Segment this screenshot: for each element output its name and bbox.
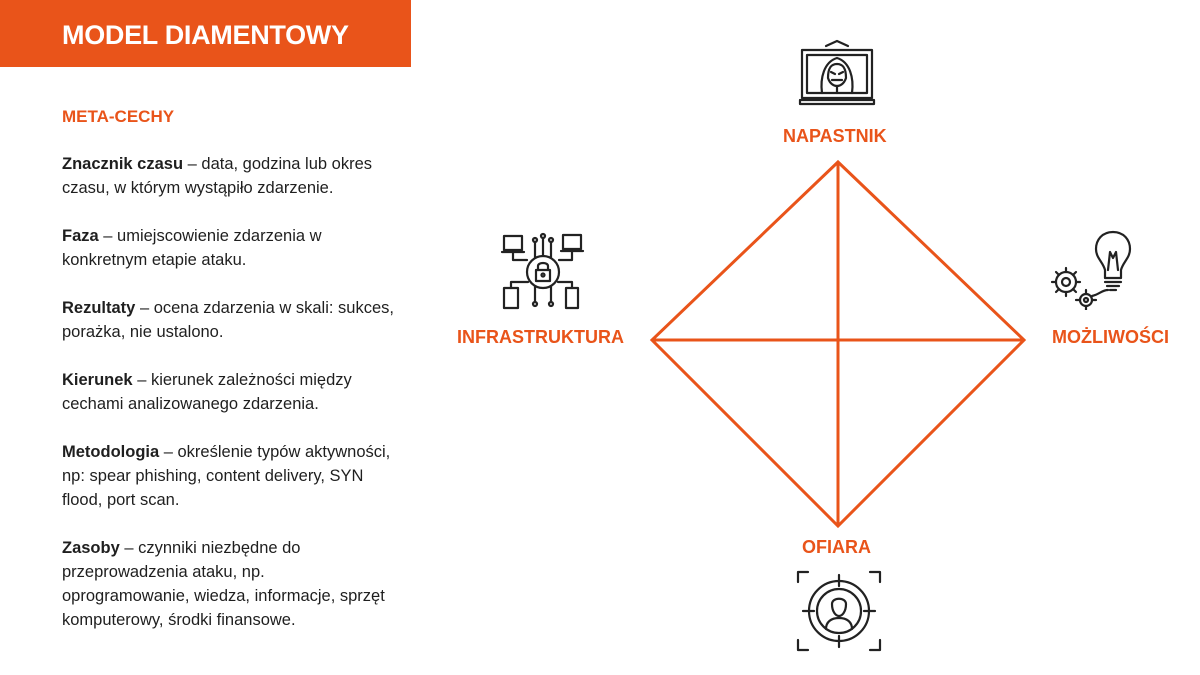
node-label-infrastruktura: INFRASTRUKTURA <box>457 327 624 347</box>
feature-desc: – czynniki niezbędne do przeprowadzenia ataku, np. oprogramowanie, wiedza, informacje, sprzęt komputerowy, środki finansowe. <box>62 539 385 629</box>
hacker-laptop-icon <box>798 38 876 108</box>
feature-desc: – umiejscowienie zdarzenia w konkretnym etapie ataku. <box>62 227 322 269</box>
target-person-icon <box>796 570 882 652</box>
feature-term: Faza <box>62 227 99 245</box>
node-label-mozliwosci: MOŻLIWOŚCI <box>1052 327 1169 347</box>
feature-desc: – data, godzina lub okres czasu, w którym wystąpiło zdarzenie. <box>62 155 373 197</box>
feature-term: Znacznik czasu <box>62 155 184 173</box>
page-title: MODEL DIAMENTOWY <box>62 20 349 50</box>
node-label-napastnik: NAPASTNIK <box>783 126 887 146</box>
gears-lightbulb-icon <box>1050 228 1140 310</box>
node-label-ofiara: OFIARA <box>802 537 871 557</box>
meta-heading: META-CECHY <box>62 107 175 126</box>
feature-desc: – ocena zdarzenia w skali: sukces, porażka, nie ustalono. <box>62 299 394 341</box>
feature-term: Metodologia <box>62 443 160 461</box>
network-lock-icon <box>500 232 586 312</box>
feature-term: Kierunek <box>62 371 133 389</box>
feature-desc: – określenie typów aktywności, np: spear phishing, content delivery, SYN flood, port scan. <box>62 443 391 509</box>
feature-desc: – kierunek zależności między cechami analizowanego zdarzenia. <box>62 371 352 413</box>
feature-term: Rezultaty <box>62 299 136 317</box>
feature-term: Zasoby <box>62 539 120 557</box>
